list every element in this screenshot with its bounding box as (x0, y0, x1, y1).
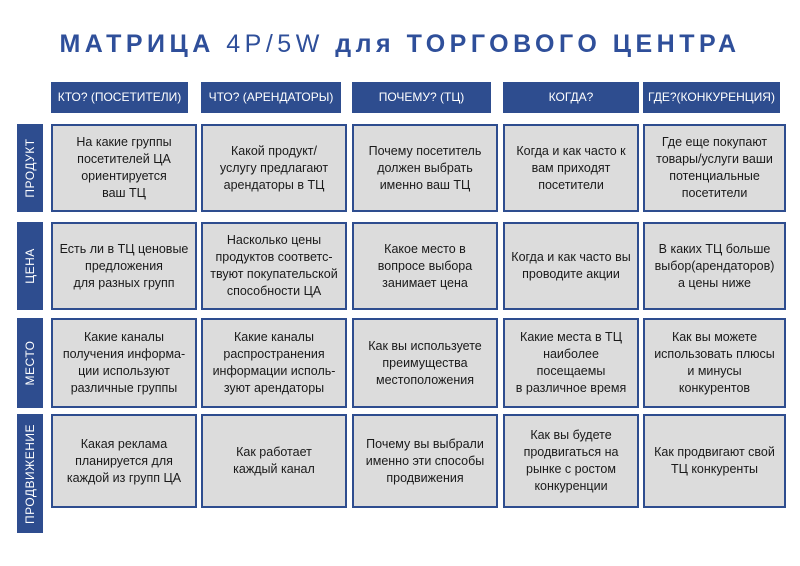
cell-promotion-where: Как продвигают свой ТЦ конкуренты (643, 414, 786, 508)
row-header-product (17, 124, 43, 212)
title-part-mall: ТОРГОВОГО ЦЕНТРА (406, 30, 741, 58)
cell-product-why: Почему посетитель должен выбрать именно ваш ТЦ (352, 124, 498, 212)
cell-product-where: Где еще покупают товары/услуги ваши потенциальные посетители (643, 124, 786, 212)
cell-product-who: На какие группы посетителей ЦА ориентируется ваш ТЦ (51, 124, 197, 212)
column-header-where: ГДЕ?(КОНКУРЕНЦИЯ) (643, 82, 780, 113)
cell-place-where: Как вы можете использовать плюсы и минусы конкурентов (643, 318, 786, 408)
row-label-product: ПРОДУКТ (23, 138, 37, 198)
cell-promotion-when: Как вы будете продвигаться на рынке с ростом конкуренции (503, 414, 639, 508)
row-label-price: ЦЕНА (23, 248, 37, 284)
title-part-matrix: МАТРИЦА (59, 30, 227, 58)
cell-place-when: Какие места в ТЦ наиболее посещаемы в различное время (503, 318, 639, 408)
column-header-who: КТО? (ПОСЕТИТЕЛИ) (51, 82, 188, 113)
cell-promotion-what: Как работает каждый канал (201, 414, 347, 508)
cell-price-when: Когда и как часто вы проводите акции (503, 222, 639, 310)
page-title (0, 30, 800, 59)
column-header-what: ЧТО? (АРЕНДАТОРЫ) (201, 82, 341, 113)
cell-price-where: В каких ТЦ больше выбор(арендаторов) а цены ниже (643, 222, 786, 310)
cell-place-who: Какие каналы получения информа- ции используют различные группы (51, 318, 197, 408)
row-header-place (17, 318, 43, 408)
cell-promotion-why: Почему вы выбрали именно эти способы продвижения (352, 414, 498, 508)
cell-place-what: Какие каналы распространения информации исполь- зуют арендаторы (201, 318, 347, 408)
cell-price-why: Какое место в вопросе выбора занимает цена (352, 222, 498, 310)
title-part-for: для (335, 30, 407, 58)
column-header-when: КОГДА? (503, 82, 639, 113)
row-header-price (17, 222, 43, 310)
row-label-promotion: ПРОДВИЖЕНИЕ (23, 423, 37, 524)
cell-promotion-who: Какая реклама планируется для каждой из групп ЦА (51, 414, 197, 508)
cell-price-who: Есть ли в ТЦ ценовые предложения для разных групп (51, 222, 197, 310)
title-part-4p5w: 4P/5W (226, 30, 336, 58)
row-header-promotion (17, 414, 43, 533)
row-label-place: МЕСТО (23, 340, 37, 386)
cell-product-what: Какой продукт/ услугу предлагают арендаторы в ТЦ (201, 124, 347, 212)
cell-product-when: Когда и как часто к вам приходят посетители (503, 124, 639, 212)
cell-price-what: Насколько цены продуктов соответс- твуют покупательской способности ЦА (201, 222, 347, 310)
cell-place-why: Как вы используете преимущества местоположения (352, 318, 498, 408)
column-header-why: ПОЧЕМУ? (ТЦ) (352, 82, 491, 113)
